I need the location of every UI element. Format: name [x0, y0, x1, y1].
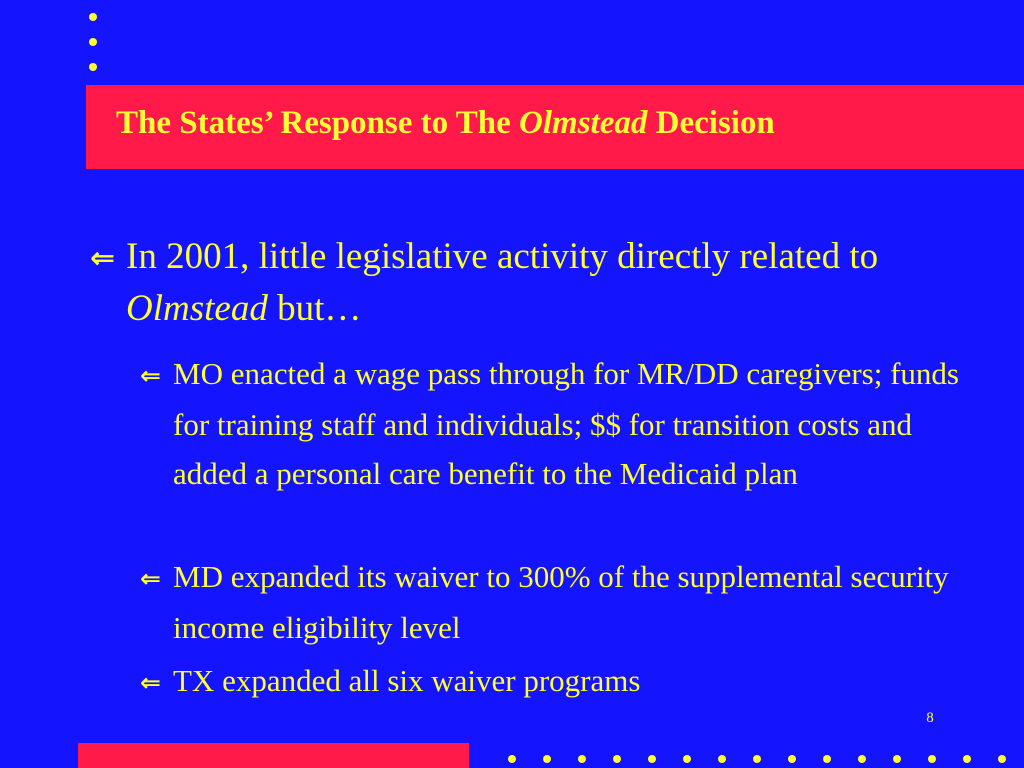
decorative-dot: [788, 755, 796, 763]
bullet-text-end: but…: [267, 288, 362, 329]
decorative-dot: [753, 755, 761, 763]
page-number: 8: [926, 710, 934, 726]
sub-bullet-item: [140, 552, 973, 652]
sub-bullet-text: TX expanded all six waiver programs: [173, 663, 641, 698]
left-arrow-icon: ⇐: [90, 241, 116, 276]
decorative-dot: [963, 755, 971, 763]
title-emphasis: Olmstead: [519, 105, 648, 141]
left-arrow-icon: ⇐: [140, 361, 161, 390]
decorative-dot: [543, 755, 551, 763]
left-arrow-icon: ⇐: [140, 668, 161, 697]
decorative-dot: [928, 755, 936, 763]
decorative-dot: [89, 63, 97, 71]
slide-title: [116, 103, 775, 143]
sub-bullet-text: MD expanded its waiver to 300% of the supplemental security income eligibility level: [173, 559, 949, 645]
sub-bullet-item: [140, 656, 973, 707]
decorative-dot: [858, 755, 866, 763]
decorative-dot: [718, 755, 726, 763]
sub-bullet-text: MO enacted a wage pass through for MR/DD caregivers; funds for training staff and individuals; $$ for transition costs and added a personal care benefit to the Medicaid plan: [173, 356, 959, 491]
title-text-end: Decision: [647, 105, 775, 141]
decorative-dot: [578, 755, 586, 763]
decorative-dot: [89, 38, 97, 46]
decorative-dot: [648, 755, 656, 763]
decorative-dot: [893, 755, 901, 763]
left-arrow-icon: ⇐: [140, 564, 161, 593]
decorative-dot: [683, 755, 691, 763]
decorative-dot: [89, 13, 97, 21]
decorative-dot: [998, 755, 1006, 763]
decorative-dot: [823, 755, 831, 763]
decorative-dot: [613, 755, 621, 763]
bullet-item: [90, 232, 956, 334]
bottom-accent-bar: [78, 743, 469, 768]
bullet-emphasis: Olmstead: [126, 288, 268, 329]
bullet-text: In 2001, little legislative activity directly related to: [126, 236, 879, 277]
decorative-dot: [508, 755, 516, 763]
title-text: The States’ Response to The: [116, 105, 520, 141]
sub-bullet-item: [140, 349, 973, 498]
